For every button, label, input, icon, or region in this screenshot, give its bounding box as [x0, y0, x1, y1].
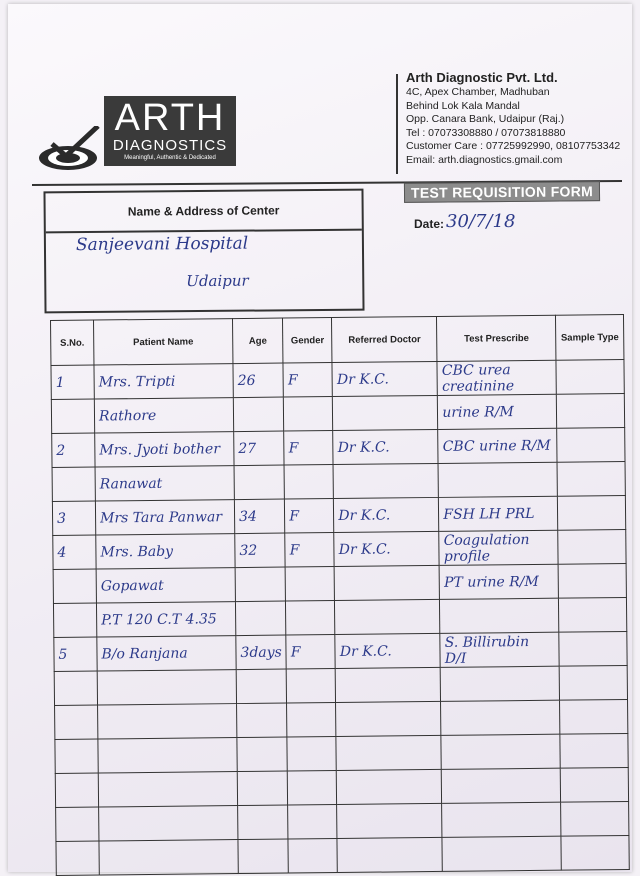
cell-referred-doctor: [333, 463, 438, 498]
cell-gender: F: [283, 363, 332, 398]
test-requisition-table: [50, 314, 630, 876]
cell-referred-doctor: [337, 803, 442, 838]
cell-sample-type: [558, 529, 626, 564]
address-line: Opp. Canara Bank, Udaipur (Raj.): [406, 113, 565, 125]
cell-referred-doctor: [335, 599, 440, 634]
cell-gender: [285, 567, 334, 602]
cell-patient-name: [98, 704, 237, 739]
center-box: [43, 189, 364, 314]
cell-test-prescribe: FSH LH PRL: [439, 496, 558, 531]
cell-sno: 1: [51, 365, 94, 399]
cell-gender: F: [285, 499, 334, 534]
table-header-row: [51, 314, 624, 365]
requisition-form-paper: [8, 4, 632, 872]
cell-sno: 5: [54, 637, 97, 671]
cell-sample-type: [557, 461, 625, 496]
cell-gender: [287, 737, 336, 772]
cell-sno: [52, 467, 95, 501]
cell-sno: [56, 841, 99, 875]
cell-sno: [53, 569, 96, 603]
cell-sample-type: [556, 359, 624, 394]
cell-referred-doctor: Dr K.C.: [332, 361, 437, 396]
cell-sno: [55, 705, 98, 739]
cell-referred-doctor: Dr K.C.: [333, 429, 438, 464]
cell-test-prescribe: urine R/M: [438, 394, 557, 429]
cell-patient-name: Mrs. Jyoti bother: [95, 432, 234, 467]
cell-referred-doctor: [337, 837, 442, 872]
cell-age: 32: [235, 533, 286, 568]
cell-patient-name: B/o Ranjana: [97, 636, 236, 671]
logo-tagline: Meaningful, Authentic & Dedicated: [124, 155, 216, 161]
address-line: 4C, Apex Chamber, Madhuban: [406, 86, 550, 98]
cell-age: [236, 669, 287, 704]
cell-sno: [55, 773, 98, 807]
cell-test-prescribe: [441, 734, 560, 769]
cell-age: [238, 839, 289, 874]
col-header-patient-name: Patient Name: [94, 319, 233, 365]
cell-sno: [53, 603, 96, 637]
cell-age: 34: [234, 499, 285, 534]
cell-patient-name: [99, 840, 238, 875]
cell-gender: [288, 839, 337, 874]
table-row: [56, 835, 629, 875]
cell-test-prescribe: CBC urine R/M: [438, 428, 557, 463]
logo-sub: DIAGNOSTICS: [112, 137, 228, 154]
date-label: Date:: [414, 217, 445, 231]
company-tel: Tel : 07073308880 / 07073818880: [406, 126, 566, 139]
cell-referred-doctor: Dr K.C.: [334, 497, 439, 532]
center-box-title: Name & Address of Center: [45, 191, 361, 234]
cell-sample-type: [557, 393, 625, 428]
col-header-referred-doctor: Referred Doctor: [332, 316, 437, 362]
col-header-sample-type: Sample Type: [556, 314, 624, 360]
cell-sno: [51, 399, 94, 433]
cell-referred-doctor: [334, 565, 439, 600]
cell-sample-type: [561, 835, 629, 870]
cell-gender: [288, 771, 337, 806]
cell-test-prescribe: [442, 836, 561, 871]
cell-referred-doctor: [333, 395, 438, 430]
target-check-icon: [38, 126, 102, 172]
cell-age: [234, 465, 285, 500]
col-header-sno: S.No.: [51, 320, 94, 365]
cell-age: 3days: [236, 635, 287, 670]
company-info: [406, 70, 620, 167]
cell-sample-type: [560, 733, 628, 768]
cell-gender: [284, 465, 333, 500]
cell-gender: [286, 601, 335, 636]
cell-age: [237, 703, 288, 738]
cell-referred-doctor: [335, 667, 440, 702]
cell-age: [235, 567, 286, 602]
cell-sno: [54, 671, 97, 705]
cell-sample-type: [557, 427, 625, 462]
cell-test-prescribe: [440, 666, 559, 701]
cell-gender: [286, 669, 335, 704]
cell-sample-type: [558, 563, 626, 598]
cell-patient-name: [97, 670, 236, 705]
cell-patient-name: P.T 120 C.T 4.35: [96, 602, 235, 637]
header-divider: [396, 74, 398, 174]
cell-age: [237, 737, 288, 772]
col-header-age: Age: [232, 318, 283, 364]
cell-patient-name: Mrs. Tripti: [94, 364, 233, 399]
col-header-gender: Gender: [283, 318, 332, 364]
cell-gender: F: [286, 635, 335, 670]
cell-patient-name: Gopawat: [96, 568, 235, 603]
logo-word: ARTH: [114, 97, 226, 139]
cell-gender: [288, 805, 337, 840]
cell-gender: F: [285, 533, 334, 568]
form-title: TEST REQUISITION FORM: [404, 181, 600, 203]
logo-wordmark: [104, 96, 236, 166]
cell-sno: [56, 807, 99, 841]
cell-age: [235, 601, 286, 636]
cell-sample-type: [559, 597, 627, 632]
cell-patient-name: Mrs. Baby: [96, 534, 235, 569]
cell-sno: 3: [52, 501, 95, 535]
cell-age: [233, 397, 284, 432]
arth-logo: [38, 96, 238, 176]
cell-sno: 4: [53, 535, 96, 569]
cell-referred-doctor: [337, 769, 442, 804]
cell-referred-doctor: Dr K.C.: [334, 531, 439, 566]
cell-test-prescribe: [441, 700, 560, 735]
cell-age: 27: [234, 431, 285, 466]
cell-referred-doctor: [336, 701, 441, 736]
cell-age: [238, 805, 289, 840]
cell-test-prescribe: [442, 802, 561, 837]
cell-test-prescribe: Coagulation profile: [439, 530, 558, 565]
cell-gender: [287, 703, 336, 738]
date-value: 30/7/18: [446, 211, 516, 232]
cell-test-prescribe: [440, 598, 559, 633]
cell-gender: [284, 397, 333, 432]
cell-sno: [55, 739, 98, 773]
cell-patient-name: Ranawat: [95, 466, 234, 501]
cell-patient-name: [99, 806, 238, 841]
company-name: Arth Diagnostic Pvt. Ltd.: [406, 70, 558, 85]
cell-patient-name: Mrs Tara Panwar: [95, 500, 234, 535]
cell-age: [237, 771, 288, 806]
cell-test-prescribe: [438, 462, 557, 497]
cell-sample-type: [560, 699, 628, 734]
cell-sample-type: [561, 767, 629, 802]
cell-patient-name: Rathore: [94, 398, 233, 433]
cell-referred-doctor: [336, 735, 441, 770]
cell-test-prescribe: PT urine R/M: [439, 564, 558, 599]
cell-patient-name: [98, 772, 237, 807]
cell-test-prescribe: S. Billirubin D/I: [440, 632, 559, 667]
cell-sample-type: [561, 801, 629, 836]
col-header-test-prescribe: Test Prescribe: [437, 315, 556, 361]
center-city: Udaipur: [186, 271, 249, 291]
company-email: Email: arth.diagnostics.gmail.com: [406, 153, 563, 166]
cell-test-prescribe: CBC urea creatinine: [437, 360, 556, 395]
center-name: Sanjeevani Hospital: [75, 233, 249, 256]
cell-patient-name: [98, 738, 237, 773]
cell-sample-type: [559, 665, 627, 700]
address-line: Behind Lok Kala Mandal: [406, 99, 520, 112]
cell-gender: F: [284, 431, 333, 466]
cell-sample-type: [559, 631, 627, 666]
customer-care: Customer Care : 07725992990, 08107753342: [406, 140, 621, 152]
cell-sno: 2: [52, 433, 95, 467]
cell-test-prescribe: [442, 768, 561, 803]
cell-age: 26: [233, 363, 284, 398]
cell-referred-doctor: Dr K.C.: [335, 633, 440, 668]
cell-sample-type: [558, 495, 626, 530]
